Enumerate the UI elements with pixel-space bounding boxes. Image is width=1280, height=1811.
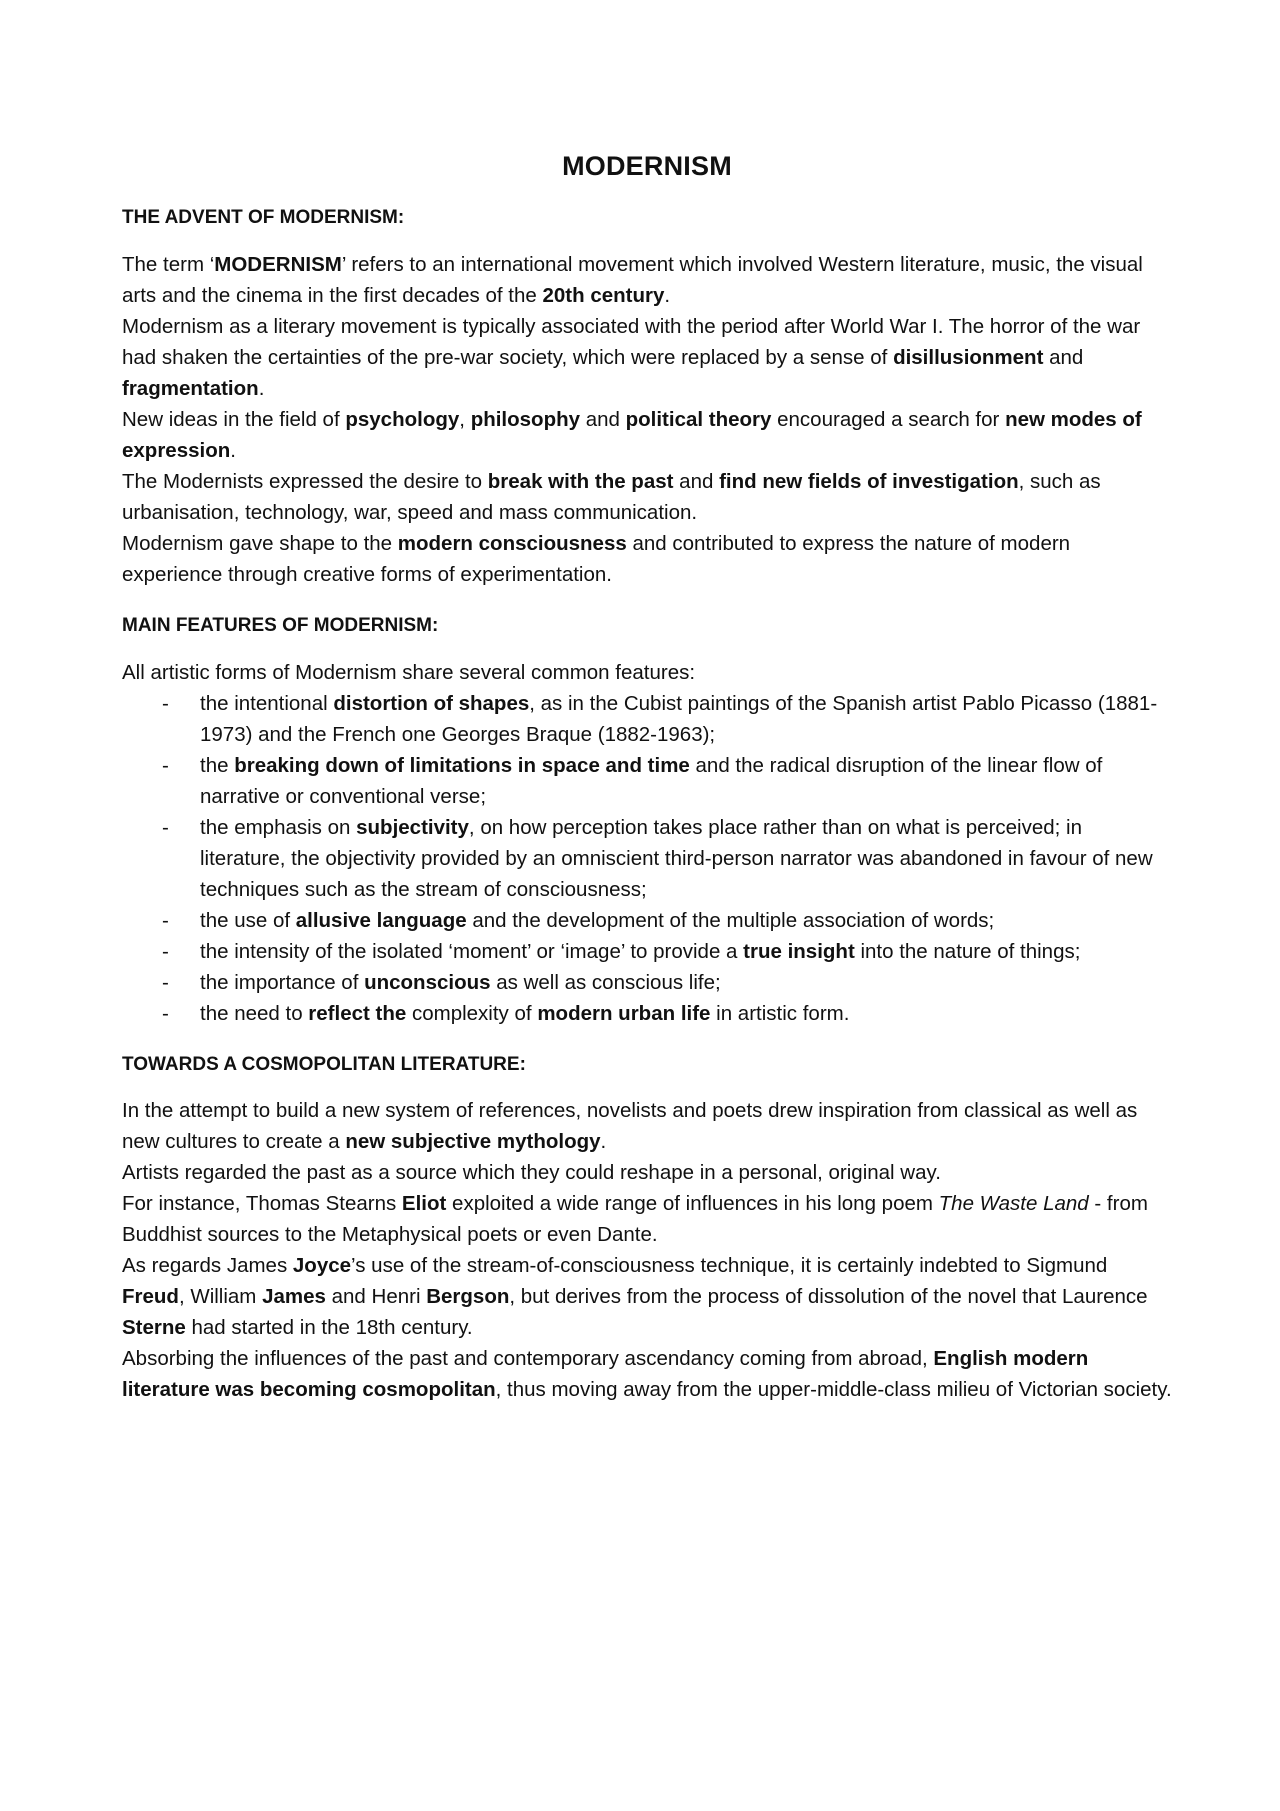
bullet-dash: - xyxy=(162,1001,169,1025)
bullet-dash: - xyxy=(162,939,169,963)
section-features xyxy=(122,614,1172,1029)
bullet-dash: - xyxy=(162,753,169,777)
text-run: into the nature of things; xyxy=(854,939,1081,963)
list-item xyxy=(122,750,1172,812)
text-run: As regards James xyxy=(122,1254,293,1278)
bullet-dash: - xyxy=(162,815,169,839)
bold-text: unconscious xyxy=(364,970,491,994)
text-run: and the radical disruption of the linear flow of narrative or conventional verse; xyxy=(200,753,1103,808)
text-run: and xyxy=(580,408,626,432)
text-run: , William xyxy=(178,1285,263,1309)
section-cosmopolitan xyxy=(122,1053,1172,1406)
text-run: and Henri xyxy=(325,1285,427,1309)
paragraph xyxy=(122,311,1172,404)
bold-text: political theory xyxy=(625,408,772,432)
section-heading: THE ADVENT OF MODERNISM: xyxy=(122,207,405,229)
paragraph xyxy=(122,1095,1172,1157)
text-run: and the development of the multiple association of words; xyxy=(466,908,995,932)
bold-text: Bergson xyxy=(426,1285,510,1309)
bold-text: Eliot xyxy=(401,1192,447,1216)
text-run: the importance of xyxy=(200,970,365,994)
text-run: the xyxy=(200,753,235,777)
section-body xyxy=(122,1095,1172,1405)
section-heading: MAIN FEATURES OF MODERNISM: xyxy=(122,615,439,637)
text-run: the intensity of the isolated ‘moment’ or ‘image’ to provide a xyxy=(200,939,744,963)
features-list xyxy=(122,688,1172,1029)
bold-text: Sterne xyxy=(122,1316,186,1340)
document-title: MODERNISM xyxy=(562,151,732,181)
text-run: For instance, Thomas Stearns xyxy=(122,1192,402,1216)
text-run: The term ‘ xyxy=(122,253,215,277)
text-run: Artists regarded the past as a source which they could reshape in a personal, original way. xyxy=(122,1161,941,1185)
text-run: encouraged a search for xyxy=(771,408,1006,432)
bold-text: fragmentation xyxy=(122,377,259,401)
bold-text: find new fields of investigation xyxy=(719,470,1019,494)
list-item xyxy=(122,905,1172,936)
bold-text: Joyce xyxy=(292,1254,352,1278)
document-page xyxy=(122,150,1172,1429)
text-run: the emphasis on xyxy=(200,815,357,839)
text-run: The Modernists expressed the desire to xyxy=(122,470,488,494)
features-intro: All artistic forms of Modernism share several common features: xyxy=(122,660,696,684)
bold-text: English modern literature was becoming cosmopolitan xyxy=(122,1347,1089,1402)
bold-text: Freud xyxy=(122,1285,179,1309)
bold-text: break with the past xyxy=(487,470,674,494)
text-run: , on how perception takes place rather than on what is perceived; in literature, the objectivity provided by an omniscient third-person narrator was abandoned in favour of new techniques such as the stream of consciousness; xyxy=(200,815,1153,901)
text-run: , such as urbanisation, technology, war, speed and mass communication. xyxy=(122,470,1101,525)
paragraph xyxy=(122,1157,1172,1188)
bold-text: true insight xyxy=(743,939,855,963)
text-run: had started in the 18th century. xyxy=(185,1316,473,1340)
text-run: New ideas in the field of xyxy=(122,408,346,432)
text-run: In the attempt to build a new system of references, novelists and poets drew inspiration from classical as well as new cultures to create a xyxy=(122,1099,1138,1154)
text-run: ’s use of the stream-of-consciousness technique, it is certainly indebted to Sigmund xyxy=(351,1254,1108,1278)
text-run: as well as conscious life; xyxy=(490,970,721,994)
bold-text: new subjective mythology xyxy=(345,1130,601,1154)
section-body xyxy=(122,249,1172,590)
text-run: exploited a wide range of influences in his long poem xyxy=(446,1192,939,1216)
bold-text: modern urban life xyxy=(537,1001,711,1025)
section-body xyxy=(122,657,1172,1029)
text-run: the intentional xyxy=(200,691,334,715)
bold-text: breaking down of limitations in space and time xyxy=(234,753,690,777)
text-run: Modernism as a literary movement is typically associated with the period after World War I. The horror of the war had shaken the certainties of the pre-war society, which were replaced by a sense of xyxy=(122,315,1141,370)
text-run: and xyxy=(673,470,720,494)
section-advent xyxy=(122,206,1172,590)
bold-text: modern consciousness xyxy=(397,532,627,556)
paragraph xyxy=(122,1188,1172,1250)
text-run: , xyxy=(459,408,471,432)
text-run: Absorbing the influences of the past and contemporary ascendancy coming from abroad, xyxy=(122,1347,934,1371)
bold-text: psychology xyxy=(345,408,460,432)
bold-text: 20th century xyxy=(542,284,665,308)
bold-text: James xyxy=(262,1285,326,1309)
list-item xyxy=(122,936,1172,967)
bold-text: allusive language xyxy=(295,908,467,932)
bold-text: distortion of shapes xyxy=(333,691,530,715)
bold-text: reflect the xyxy=(308,1001,407,1025)
paragraph xyxy=(122,249,1172,311)
paragraph xyxy=(122,404,1172,466)
bold-text: disillusionment xyxy=(893,346,1044,370)
text-run: . xyxy=(664,284,671,308)
section-heading: TOWARDS A COSMOPOLITAN LITERATURE: xyxy=(122,1053,526,1075)
paragraph xyxy=(122,528,1172,590)
text-run: . xyxy=(230,439,236,463)
text-run: complexity of xyxy=(406,1001,538,1025)
text-run: , but derives from the process of dissolution of the novel that Laurence xyxy=(509,1285,1148,1309)
text-run: ’ refers to an international movement which involved Western literature, music, the visual arts and the cinema in the first decades of the xyxy=(122,253,1143,308)
text-run: . xyxy=(258,377,265,401)
text-run: Modernism gave shape to the xyxy=(122,532,398,556)
text-run: the need to xyxy=(200,1001,309,1025)
text-run: , as in the Cubist paintings of the Spanish artist Pablo Picasso (1881-1973) and the French one Georges Braque (1882-1963); xyxy=(200,691,1158,746)
text-run: - from Buddhist sources to the Metaphysical poets or even Dante. xyxy=(122,1192,1148,1247)
text-run: and contributed to express the nature of modern experience through creative forms of experimentation. xyxy=(122,532,1071,587)
bold-text: new modes of expression xyxy=(122,408,1142,463)
text-run: and xyxy=(1043,346,1084,370)
bullet-dash: - xyxy=(162,691,169,715)
bold-text: philosophy xyxy=(470,408,581,432)
text-run: , thus moving away from the upper-middle-class milieu of Victorian society. xyxy=(495,1378,1172,1402)
paragraph xyxy=(122,466,1172,528)
paragraph xyxy=(122,1250,1172,1343)
list-item xyxy=(122,967,1172,998)
bold-text: subjectivity xyxy=(356,815,469,839)
bold-text: MODERNISM xyxy=(214,253,342,277)
paragraph xyxy=(122,1343,1172,1405)
bullet-dash: - xyxy=(162,970,169,994)
text-run: . xyxy=(600,1130,607,1154)
list-item xyxy=(122,998,1172,1029)
list-item xyxy=(122,688,1172,750)
italic-text: The Waste Land xyxy=(938,1192,1089,1216)
bullet-dash: - xyxy=(162,908,169,932)
text-run: in artistic form. xyxy=(710,1001,850,1025)
text-run: the use of xyxy=(200,908,296,932)
list-item xyxy=(122,812,1172,905)
